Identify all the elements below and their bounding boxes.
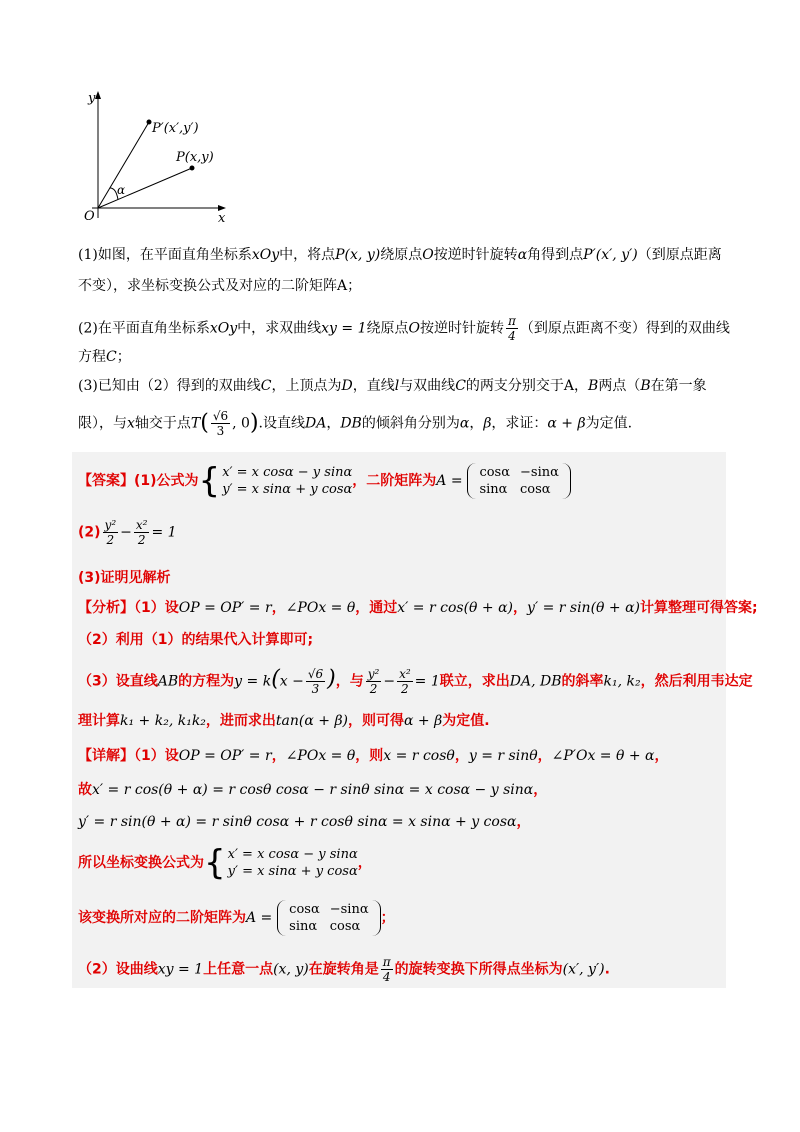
problem-part2-line1: (2)在平面直角坐标系xOy中，求双曲线xy = 1绕原点O按逆时针旋转 $\frac{\pi}{4}$ （到原点距离不变）得到的双曲线 [78,314,730,343]
analysis-line1: 【分析】（1）设OP = OP′ = r，∠POx = θ，通过x′ = r cos(θ + α)，y′ = r sin(θ + α)计算整理可得答案; [78,600,758,616]
y-axis-label: y [88,91,96,106]
answer-part2: (2) $\frac{\text{y²}}{2}$ − $\frac{\text{x²}}{2}$ = 1 [78,518,177,547]
problem-part3-line1: (3)已知由（2）得到的双曲线C，上顶点为D，直线l与双曲线C的两支分别交于A，B两点（B在第一象 [78,378,707,394]
y-axis-arrow [95,91,101,99]
point-p-dot [190,166,195,171]
detail-line1: 【详解】（1）设OP = OP′ = r，∠POx = θ，则x = r cosθ，y = r sinθ，∠P′Ox = θ + α， [78,748,669,764]
answer-matrix: cosα −sinα sinα cosα [467,463,570,499]
answer-part3: (3)证明见解析 [78,570,171,586]
angle-label: α [117,183,126,197]
detail-line5: 该变换所对应的二阶矩阵为A = cosα −sinα sinα cosα； [78,902,395,934]
detail-line4: 所以坐标变换公式为{ x′ = x cosα − y sinα y′ = x sinα + y cosα ， [78,843,372,883]
answer-part1: 【答案】(1)公式为{ x′ = x cosα − y sinα y′ = x sinα + y cosα ，二阶矩阵为A = cosα −sinα sinα cosα [78,463,571,499]
detail-matrix: cosα −sinα sinα cosα [277,900,380,936]
problem-part2-line2: 方程C； [78,349,131,365]
origin-label: O [84,209,95,224]
point-p-prime-dot [147,120,152,125]
detail-line3: y′ = r sin(θ + α) = r sinθ cosα + r cosθ sinα = x sinα + y cosα， [78,814,531,830]
point-p-prime-label: P′(x′,y′) [152,121,199,136]
analysis-line2: （2）利用（1）的结果代入计算即可; [78,632,314,648]
x-axis-label: x [218,211,226,226]
analysis-line4: 理计算k₁ + k₂, k₁k₂，进而求出tan(α + β)，则可得α + β为定值. [78,713,490,729]
analysis-line3: （3）设直线AB的方程为y = k(x − $\frac{√6}{3}$ )，与 $\frac{\text{y²}}{2}$ − $\frac{\text{x²}}{2}$ = 1联立，求出DA, DB的斜率k₁, k₂，然后利用韦达定 [78,666,753,696]
problem-part3-line2: 限），与x轴交于点T( $\frac{√6}{3}$ , 0).设直线DA，DB的倾斜角分别为α，β，求证：α + β为定值. [78,409,633,438]
problem-part1-line1: (1)如图，在平面直角坐标系xOy中，将点P(x, y)绕原点O按逆时针旋转α角得到点P′(x′, y′)（到原点距离 [78,247,722,263]
point-p-label: P(x,y) [176,150,214,165]
detail-line6: （2）设曲线xy = 1上任意一点(x, y)在旋转角是 $\frac{\pi}{4}$ 的旋转变换下所得点坐标为(x′, y′). [78,955,610,984]
detail-line2: 故x′ = r cos(θ + α) = r cosθ cosα − r sinθ sinα = x cosα − y sinα， [78,782,548,798]
rotation-figure [72,88,242,226]
problem-part1-line2: 不变），求坐标变换公式及对应的二阶矩阵A； [78,278,362,294]
